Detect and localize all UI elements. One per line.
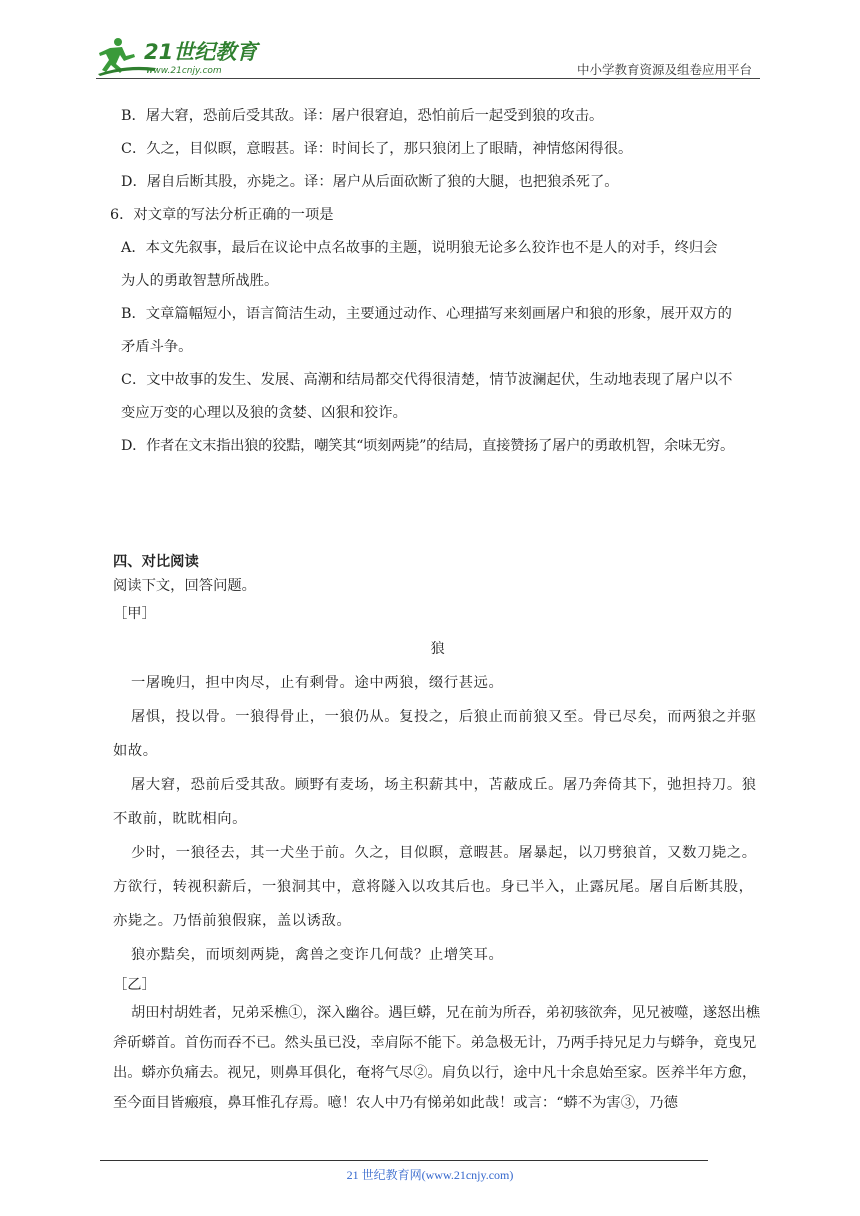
option-q5-c: C．久之，目似瞑，意暇甚。译：时间长了，那只狼闭上了眼睛，神情悠闲得很。 [121,141,633,157]
question-block [110,100,767,463]
option-q5-d: D．屠自后断其股，亦毙之。译：屠户从后面砍断了狼的大腿，也把狼杀死了。 [121,174,619,190]
footer-divider [100,1160,708,1161]
footer-text[interactable]: 21 世纪教育网(www.21cnjy.com) [346,1168,514,1182]
logo-url: www.21cnjy.com [146,66,222,76]
page-header [96,30,760,80]
jia-paragraph-3: 屠大窘，恐前后受其敌。顾野有麦场，场主积薪其中，苫蔽成丘。屠乃奔倚其下，弛担持刀。狼不敢前，眈眈相向。 [113,777,757,827]
jia-paragraph-4: 少时，一狼径去，其一犬坐于前。久之，目似瞑，意暇甚。屠暴起，以刀劈狼首，又数刀毙之。方欲行，转视积薪后，一狼洞其中，意将隧入以攻其后也。身已半入，止露尻尾。屠自后断其股，亦毙之。乃悟前狼假寐，盖以诱敌。 [113,845,757,929]
option-q6-a-line1: A．本文先叙事，最后在议论中点名故事的主题，说明狼无论多么狡诈也不是人的对手，终归会 [121,240,718,256]
jia-paragraph-5: 狼亦黠矣，而顷刻两毙，禽兽之变诈几何哉？止增笑耳。 [131,947,504,963]
option-q6-c-line1: C．文中故事的发生、发展、高潮和结局都交代得很清楚，情节波澜起伏，生动地表现了屠户以不 [121,372,733,388]
yi-paragraph: 胡田村胡姓者，兄弟采樵①，深入幽谷。遇巨蟒，兄在前为所吞，弟初骇欲奔，见兄被噬，遂怒出樵斧斫蟒首。首伤而吞不已。然头虽已没，幸肩际不能下。弟急极无计，乃两手持兄足力与蟒争，竟曳兄出。蟒亦负痛去。视兄，则鼻耳俱化，奄将气尽②。肩负以行，途中凡十余息始至家。医养半年方愈，至今面目皆瘢痕，鼻耳惟孔存焉。噫！农人中乃有悌弟如此哉！或言：“蟒不为害③，乃德 [113,1005,761,1111]
question-6-stem: 6．对文章的写法分析正确的一项是 [110,207,334,223]
jia-paragraph-2: 屠惧，投以骨。一狼得骨止，一狼仍从。复投之，后狼止而前狼又至。骨已尽矣，而两狼之并驱如故。 [113,709,757,759]
jia-paragraph-1: 一屠晚归，担中肉尽，止有剩骨。途中两狼，缀行甚远。 [131,675,504,691]
option-q6-d: D．作者在文末指出狼的狡黠，嘲笑其“顷刻两毙”的结局，直接赞扬了屠户的勇敢机智，余味无穷。 [121,438,735,454]
header-divider [96,78,760,79]
logo-icon [96,34,266,78]
section-comparative-reading [113,550,773,1118]
option-q6-c-line2: 变应万变的心理以及狼的贪婪、凶狠和狡诈。 [121,405,407,421]
option-q6-a-line2: 为人的勇敢智慧所战胜。 [121,273,279,289]
section-instruction: 阅读下文，回答问题。 [113,578,256,594]
option-q5-b: B．屠大窘，恐前后受其敌。译：屠户很窘迫，恐怕前后一起受到狼的攻击。 [121,108,604,124]
section-title: 四、对比阅读 [113,554,199,570]
poem-title: 狼 [430,641,446,657]
header-platform-text: 中小学教育资源及组卷应用平台 [576,62,752,77]
option-q6-b-line1: B．文章篇幅短小，语言简洁生动，主要通过动作、心理描写来刻画屠户和狼的形象，展开双方的 [121,306,732,322]
jia-label: ［甲］ [113,606,156,622]
logo-text: 21世纪教育 [144,40,258,64]
option-q6-b-line2: 矛盾斗争。 [121,339,193,355]
yi-label: ［乙］ [113,977,156,993]
